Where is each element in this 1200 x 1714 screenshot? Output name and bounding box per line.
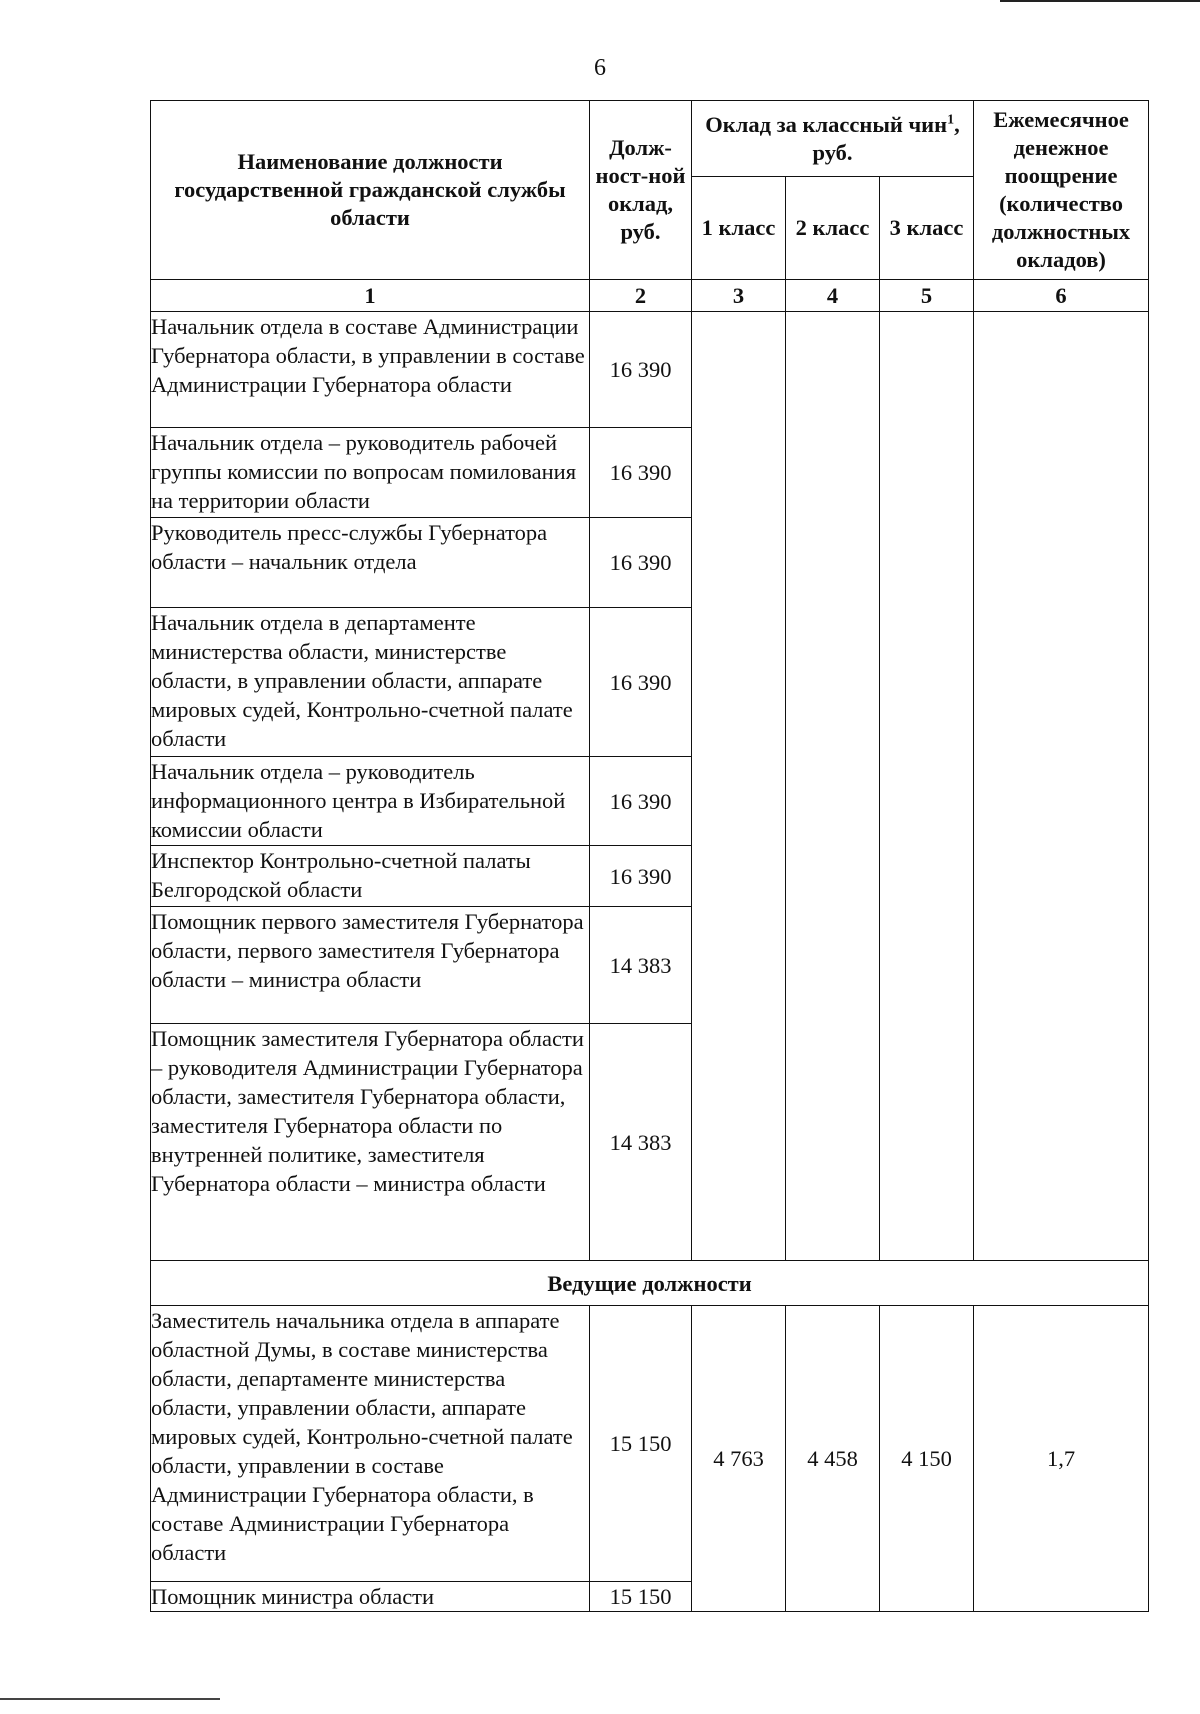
position-name: Начальник отдела – руководитель рабочей группы комиссии по вопросам помилования на территории области [151, 428, 590, 518]
header-monthly-bonus: Ежемесячное денежное поощрение (количество должностных окладов) [974, 101, 1149, 280]
empty-class-2-cell [786, 312, 880, 1261]
position-salary: 16 390 [590, 518, 692, 608]
position-salary: 14 383 [590, 907, 692, 1024]
class-3-rate: 4 150 [880, 1306, 974, 1612]
empty-class-3-cell [880, 312, 974, 1261]
empty-class-1-cell [692, 312, 786, 1261]
page-number: 6 [594, 55, 606, 81]
position-name: Руководитель пресс-службы Губернатора области – начальник отдела [151, 518, 590, 608]
column-number: 6 [974, 280, 1149, 312]
position-salary: 16 390 [590, 312, 692, 428]
class-1-rate: 4 763 [692, 1306, 786, 1612]
header-class-rate-unit: , руб. [812, 111, 960, 165]
position-name: Помощник заместителя Губернатора области – руководителя Администрации Губернатора области, заместителя Губернатора области, заместителя Губернатора области по внутренней политике, заместителя Губернатора области – министра области [151, 1024, 590, 1261]
position-name: Помощник первого заместителя Губернатора области, первого заместителя Губернатора области – министра области [151, 907, 590, 1024]
position-salary: 16 390 [590, 608, 692, 757]
position-name: Начальник отдела в составе Администрации Губернатора области, в управлении в составе Администрации Губернатора области [151, 312, 590, 428]
position-salary: 15 150 [590, 1306, 692, 1582]
column-number: 4 [786, 280, 880, 312]
position-salary: 16 390 [590, 757, 692, 846]
footnote-marker: 1 [947, 112, 955, 127]
bottom-scan-rule [0, 1698, 220, 1700]
monthly-bonus-value: 1,7 [974, 1306, 1149, 1612]
class-2-rate: 4 458 [786, 1306, 880, 1612]
position-name: Заместитель начальника отдела в аппарате областной Думы, в составе министерства области, департаменте министерства области, управлении области, аппарате мировых судей, Контрольно-счетной палате области, управлении в составе Администрации Губернатора области, в составе Администрации Губернатора области [151, 1306, 590, 1582]
position-name: Начальник отдела – руководитель информационного центра в Избирательной комиссии области [151, 757, 590, 846]
header-position-name: Наименование должности государственной гражданской службы области [151, 101, 590, 280]
position-salary: 15 150 [590, 1582, 692, 1612]
header-class-3: 3 класс [880, 177, 974, 280]
header-class-1: 1 класс [692, 177, 786, 280]
position-name: Инспектор Контрольно-счетной палаты Белгородской области [151, 846, 590, 907]
section-heading-leading: Ведущие должности [151, 1261, 1149, 1306]
position-name: Помощник министра области [151, 1582, 590, 1612]
empty-bonus-cell [974, 312, 1149, 1261]
top-rule [1000, 0, 1200, 2]
position-name: Начальник отдела в департаменте министерства области, министерстве области, в управлении области, аппарате мировых судей, Контрольно-счетной палате области [151, 608, 590, 757]
position-salary: 14 383 [590, 1024, 692, 1261]
header-class-rate-group [692, 101, 974, 177]
position-salary: 16 390 [590, 846, 692, 907]
header-base-salary: Долж-ност-ной оклад, руб. [590, 101, 692, 280]
column-number: 2 [590, 280, 692, 312]
column-number: 5 [880, 280, 974, 312]
column-number: 1 [151, 280, 590, 312]
header-class-2: 2 класс [786, 177, 880, 280]
position-salary: 16 390 [590, 428, 692, 518]
column-number: 3 [692, 280, 786, 312]
salary-table [150, 100, 1149, 1612]
header-class-rate-text: Оклад за классный чин [705, 111, 948, 137]
